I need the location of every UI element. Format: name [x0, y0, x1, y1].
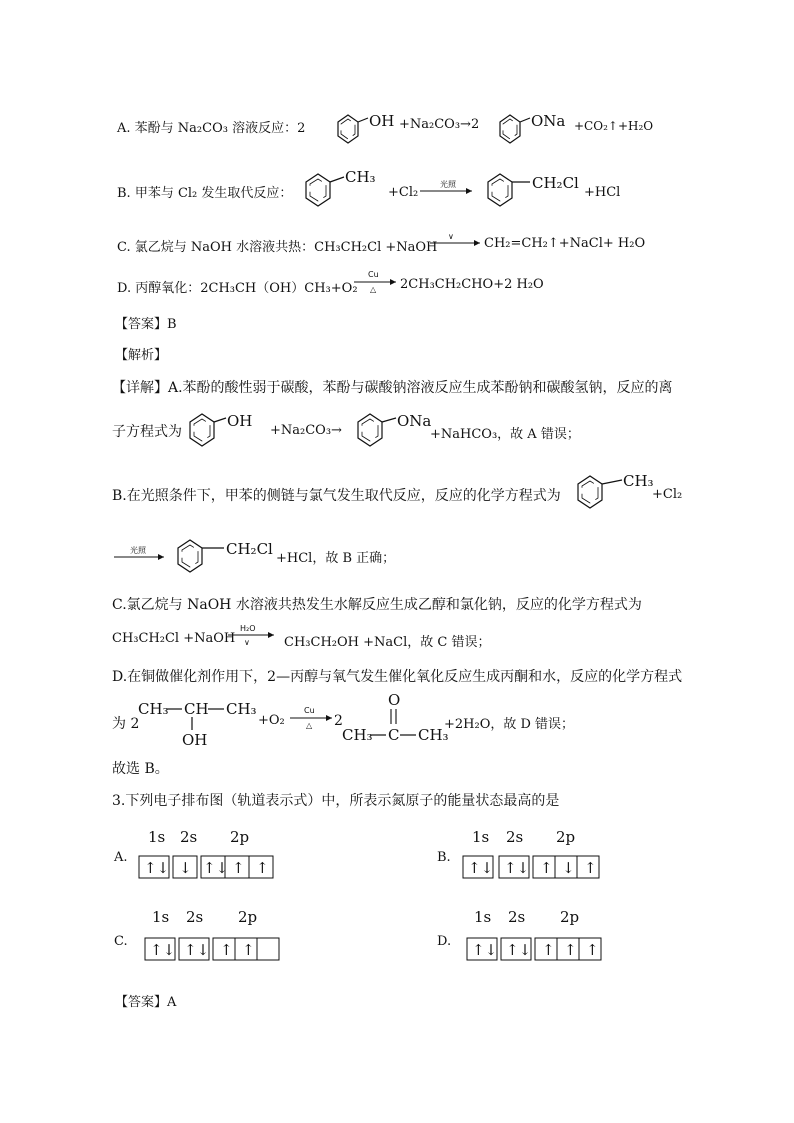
option-a-text: A. 苯酚与 Na₂CO₃ 溶液反应：2: [117, 121, 306, 136]
option-a-tail: +CO₂↑+H₂O: [574, 119, 654, 133]
sodium-phenoxide-structure-2: [344, 400, 440, 458]
detail-d-two: 2: [334, 713, 343, 729]
svg-text:2s: 2s: [508, 908, 526, 926]
benzyl-chloride-structure: [474, 160, 590, 222]
water-heat-arrow: [226, 622, 278, 648]
detail-d-text: D.在铜做催化剂作用下，2—丙醇与氧气发生催化氧化反应生成丙酮和水，反应的化学方程式: [112, 669, 683, 685]
svg-text:↑↓: ↑↓: [184, 941, 210, 959]
svg-text:Cu: Cu: [304, 706, 315, 715]
heat-arrow: [428, 230, 484, 250]
orbital-diagram-d: [466, 906, 606, 964]
answer-1: 【答案】B: [115, 317, 177, 332]
detail-a-text: 【详解】A.苯酚的酸性弱于碳酸，苯酚与碳酸钠溶液反应生成苯酚钠和碳酸氢钠，反应的离: [112, 380, 673, 396]
option-d-text: D. 丙醇氧化：2CH₃CH（OH）CH₃+O₂: [117, 281, 358, 296]
svg-text:↓: ↓: [562, 859, 575, 877]
svg-text:↑↓: ↑↓: [203, 859, 229, 877]
svg-text:O: O: [388, 691, 401, 709]
svg-text:2p: 2p: [560, 908, 580, 926]
detail-a-text2: 子方程式为: [112, 424, 182, 440]
svg-text:1s: 1s: [472, 828, 490, 846]
option-c-text: C. 氯乙烷与 NaOH 水溶液共热：CH₃CH₂Cl +NaOH: [117, 240, 438, 255]
detail-d-wei: 为 2: [112, 716, 140, 732]
acetone-structure: [340, 690, 452, 746]
svg-text:↑: ↑: [220, 941, 233, 959]
oh-group: OH: [369, 112, 395, 130]
option-d-tail: 2CH₃CH₂CHO+2 H₂O: [400, 277, 544, 292]
orbital-diagram-a: [138, 826, 278, 882]
svg-text:↑: ↑: [256, 859, 269, 877]
orbital-diagram-b: [462, 826, 602, 882]
svg-text:光照: 光照: [440, 180, 456, 189]
detail-a-tail: +NaHCO₃，故 A 错误；: [430, 427, 580, 442]
toluene-structure: [292, 160, 392, 218]
svg-text:CH₃: CH₃: [418, 726, 449, 744]
svg-text:1s: 1s: [148, 828, 166, 846]
svg-text:C: C: [388, 726, 400, 744]
svg-text:Cu: Cu: [368, 270, 379, 279]
ona-group: ONa: [531, 112, 566, 130]
orbital-diagram-c: [144, 906, 284, 964]
svg-text:CH₃: CH₃: [226, 700, 257, 718]
svg-text:CH₃: CH₃: [342, 726, 373, 744]
ch3-group: CH₃: [345, 168, 376, 186]
svg-text:↑: ↑: [586, 941, 599, 959]
svg-text:↑: ↑: [540, 859, 553, 877]
ch2cl-group: CH₂Cl: [532, 174, 579, 192]
svg-text:2p: 2p: [556, 828, 576, 846]
svg-text:∨: ∨: [448, 232, 454, 241]
svg-text:CH₂Cl: CH₂Cl: [226, 540, 273, 558]
svg-text:↑: ↑: [584, 859, 597, 877]
svg-text:1s: 1s: [474, 908, 492, 926]
detail-a-mid: +Na₂CO₃→: [270, 423, 342, 438]
option-b-mid: +Cl₂: [388, 185, 419, 200]
svg-text:↑↓: ↑↓: [472, 941, 498, 959]
phenol-structure-2: [176, 400, 266, 458]
svg-text:↑: ↑: [542, 941, 555, 959]
orbital-c-letter: C.: [114, 934, 128, 949]
light-arrow: [418, 178, 476, 198]
detail-c-tail: CH₃CH₂OH +NaCl，故 C 错误；: [284, 635, 491, 650]
answer-2: 【答案】A: [115, 995, 177, 1010]
svg-text:ONa: ONa: [397, 412, 432, 430]
detail-b-tail: +HCl，故 B 正确；: [276, 551, 396, 566]
svg-text:↑↓: ↑↓: [506, 941, 532, 959]
question-3: 3.下列电子排布图（轨道表示式）中，所表示氮原子的能量状态最高的是: [112, 793, 560, 809]
option-b-tail: +HCl: [584, 185, 621, 200]
cu-heat-arrow-2: [288, 704, 336, 732]
svg-text:2s: 2s: [180, 828, 198, 846]
sodium-phenoxide-structure: [480, 100, 576, 158]
orbital-a-letter: A.: [114, 850, 128, 865]
svg-text:↑: ↑: [564, 941, 577, 959]
analysis-label: 【解析】: [115, 348, 168, 363]
detail-b-cl2: +Cl₂: [652, 487, 683, 502]
svg-text:↓: ↓: [179, 859, 192, 877]
benzyl-chloride-structure-2: [166, 526, 282, 588]
svg-text:↑↓: ↑↓: [150, 941, 176, 959]
svg-text:H₂O: H₂O: [240, 624, 256, 633]
2-propanol-structure: [136, 694, 258, 750]
svg-text:↑: ↑: [232, 859, 245, 877]
detail-d-o2: +O₂: [258, 713, 285, 728]
detail-d-tail: +2H₂O，故 D 错误；: [444, 717, 575, 732]
svg-text:2p: 2p: [238, 908, 258, 926]
svg-text:△: △: [306, 721, 313, 730]
svg-text:∨: ∨: [244, 638, 250, 647]
conclusion: 故选 B。: [112, 761, 169, 777]
svg-text:2p: 2p: [230, 828, 250, 846]
svg-text:2s: 2s: [506, 828, 524, 846]
svg-text:OH: OH: [227, 412, 253, 430]
svg-text:↑: ↑: [242, 941, 255, 959]
svg-text:↑↓: ↑↓: [468, 859, 494, 877]
svg-text:↑↓: ↑↓: [144, 859, 170, 877]
orbital-d-letter: D.: [437, 934, 452, 949]
svg-text:2s: 2s: [186, 908, 204, 926]
detail-c-left: CH₃CH₂Cl +NaOH: [112, 631, 236, 646]
svg-text:光照: 光照: [130, 546, 146, 555]
light-arrow-2: [112, 544, 168, 564]
toluene-structure-2: [566, 462, 656, 522]
option-b-text: B. 甲苯与 Cl₂ 发生取代反应：: [117, 186, 293, 201]
svg-text:CH: CH: [184, 700, 209, 718]
detail-b-text: B.在光照条件下，甲苯的侧链与氯气发生取代反应，反应的化学方程式为: [112, 488, 561, 504]
svg-text:△: △: [370, 285, 377, 294]
cu-heat-arrow: [352, 268, 400, 296]
svg-text:1s: 1s: [152, 908, 170, 926]
svg-text:CH₃: CH₃: [623, 472, 654, 490]
phenol-structure: [318, 100, 398, 156]
orbital-b-letter: B.: [437, 850, 451, 865]
svg-text:↑↓: ↑↓: [504, 859, 530, 877]
svg-text:CH₃: CH₃: [138, 700, 169, 718]
svg-text:OH: OH: [182, 731, 208, 749]
option-c-tail: CH₂=CH₂↑+NaCl+ H₂O: [484, 236, 646, 251]
detail-c-text: C.氯乙烷与 NaOH 水溶液共热发生水解反应生成乙醇和氯化钠，反应的化学方程式为: [112, 597, 642, 613]
option-a-mid: +Na₂CO₃→2: [399, 117, 480, 132]
